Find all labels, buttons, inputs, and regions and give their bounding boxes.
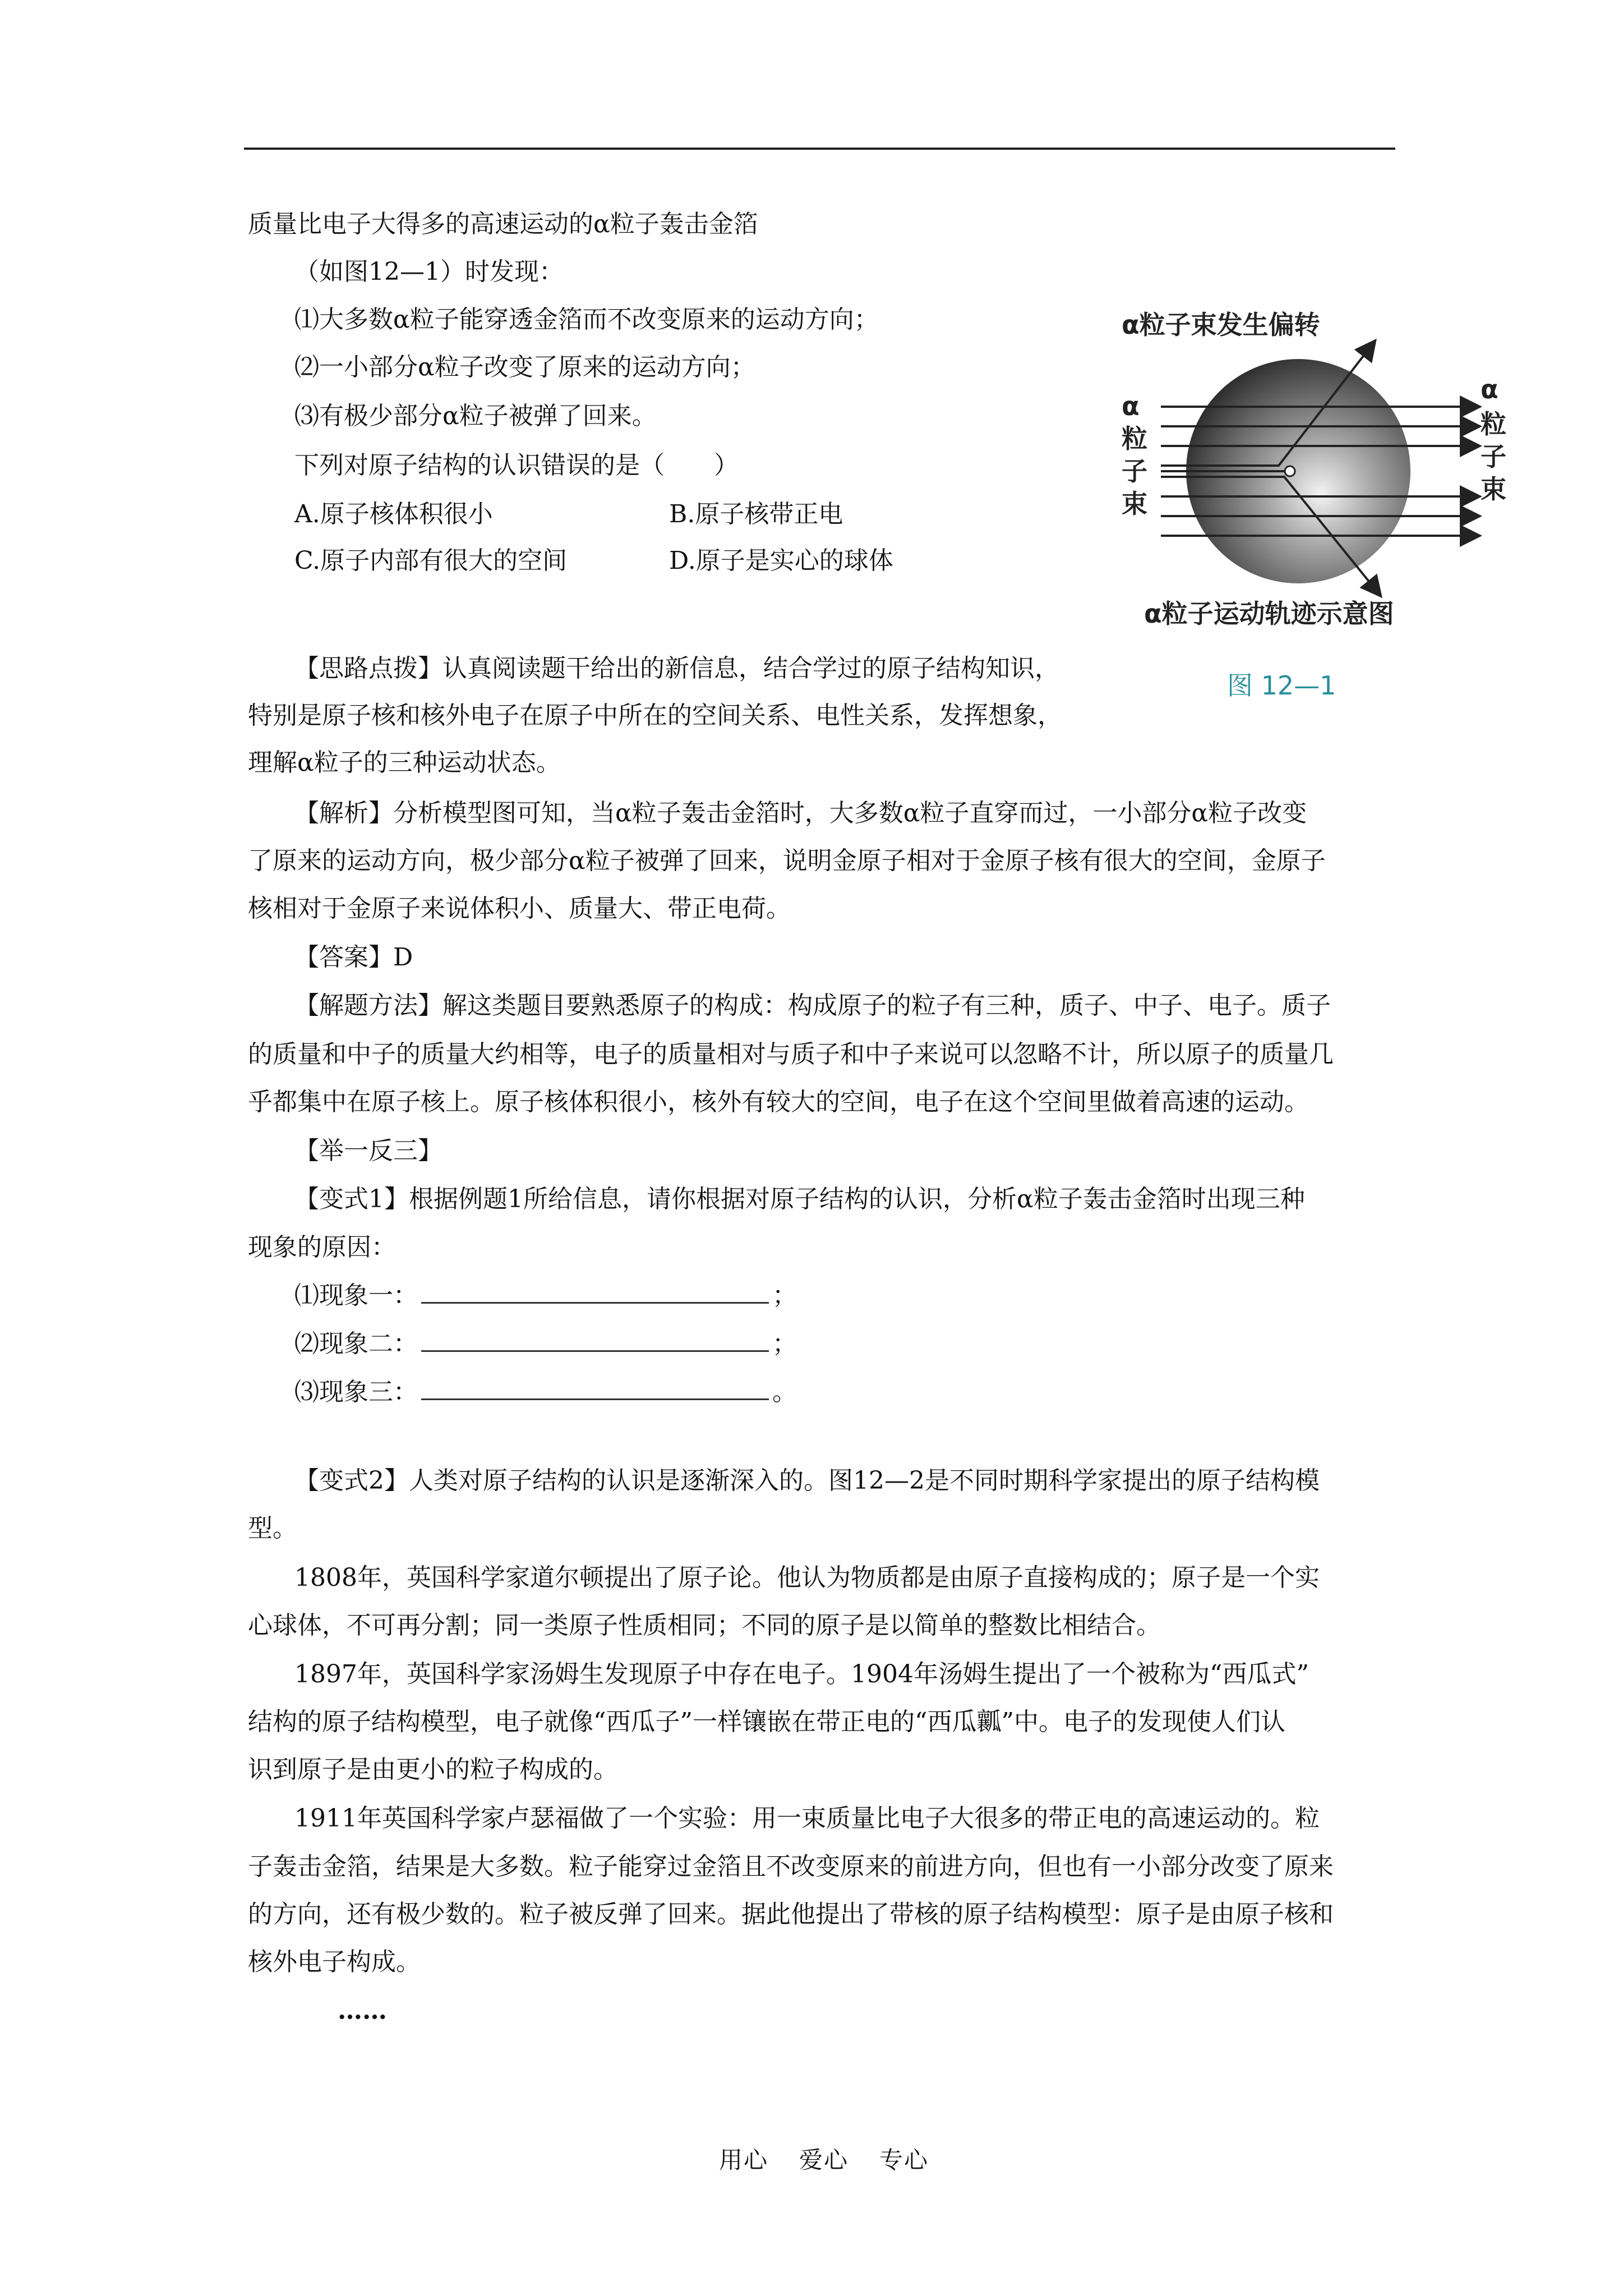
figure-top-label: α粒子束发生偏转 — [1122, 310, 1320, 340]
figure-bottom-label: α粒子运动轨迹示意图 — [1144, 599, 1394, 628]
intro-line-2: （如图12—1）时发现： — [294, 257, 564, 286]
left-label-1: 粒 — [1122, 424, 1147, 454]
observation-2: ⑵一小部分α粒子改变了原来的运动方向； — [294, 353, 755, 381]
footer-text-1: 用心 — [719, 2146, 769, 2174]
option-b: B.原子核带正电 — [669, 500, 843, 528]
phenomenon-1-row — [294, 1279, 797, 1313]
phenomenon-2-blank[interactable] — [421, 1329, 769, 1352]
phenomenon-2-end: ； — [772, 1329, 797, 1358]
option-c: C.原子内部有很大的空间 — [294, 546, 568, 575]
phenomenon-3-label: ⑶现象三： — [294, 1378, 418, 1406]
dalton-para-2: 心球体，不可再分割；同一类原子性质相同；不同的原子是以简单的整数比相结合。 — [248, 1611, 1161, 1640]
analysis-line-1: 【解析】分析模型图可知，当α粒子轰击金箔时，大多数α粒子直穿而过，一小部分α粒子改变 — [294, 799, 1307, 827]
rutherford-para-4: 核外电子构成。 — [248, 1948, 421, 1976]
right-label-2: 子 — [1481, 441, 1506, 472]
phenomenon-2-label: ⑵现象二： — [294, 1329, 418, 1358]
option-a: A.原子核体积很小 — [294, 500, 493, 528]
dalton-para-1: 1808年，英国科学家道尔顿提出了原子论。他认为物质都是由原子直接构成的；原子是一个实 — [294, 1563, 1320, 1592]
left-label-3: 束 — [1122, 489, 1147, 519]
observation-1: ⑴大多数α粒子能穿透金箔而不改变原来的运动方向； — [294, 305, 879, 334]
thomson-para-3: 识到原子是由更小的粒子构成的。 — [248, 1755, 618, 1784]
phenomenon-1-blank[interactable] — [421, 1281, 769, 1304]
thomson-para-1: 1897年，英国科学家汤姆生发现原子中存在电子。1904年汤姆生提出了一个被称为“西瓜式” — [294, 1660, 1309, 1688]
hint-line-1: 【思路点拨】认真阅读题干给出的新信息，结合学过的原子结构知识， — [294, 654, 1059, 683]
intro-line-1: 质量比电子大得多的高速运动的α粒子轰击金箔 — [248, 210, 758, 238]
variant1-line-2: 现象的原因： — [248, 1233, 396, 1262]
variant2-line-1: 【变式2】人类对原子结构的认识是逐渐深入的。图12—2是不同时期科学家提出的原子结构模 — [294, 1466, 1320, 1495]
method-line-2: 的质量和中子的质量大约相等，电子的质量相对与质子和中子来说可以忽略不计，所以原子的质量几 — [248, 1040, 1334, 1069]
rutherford-para-1: 1911年英国科学家卢瑟福做了一个实验：用一束质量比电子大很多的带正电的高速运动的。粒 — [294, 1804, 1320, 1833]
ellipsis: …… — [338, 1996, 387, 2025]
method-line-3: 乎都集中在原子核上。原子核体积很小，核外有较大的空间，电子在这个空间里做着高速的运动。 — [248, 1088, 1309, 1116]
right-label-0: α — [1481, 374, 1498, 404]
method-line-1: 【解题方法】解这类题目要熟悉原子的构成：构成原子的粒子有三种，质子、中子、电子。质子 — [294, 991, 1331, 1020]
header-rule — [244, 148, 1395, 150]
observation-3: ⑶有极少部分α粒子被弹了回来。 — [294, 402, 657, 430]
footer-text-3: 专心 — [879, 2146, 929, 2174]
phenomenon-3-row — [294, 1375, 797, 1409]
footer — [719, 2142, 960, 2175]
hint-line-2: 特别是原子核和核外电子在原子中所在的空间关系、电性关系，发挥想象， — [248, 701, 1062, 730]
question: 下列对原子结构的认识错误的是（ ） — [294, 451, 739, 480]
analysis-line-2: 了原来的运动方向，极少部分α粒子被弹了回来，说明金原子相对于金原子核有很大的空间，金原子 — [248, 846, 1326, 875]
phenomenon-1-end: ； — [772, 1281, 797, 1310]
variant1-line-1: 【变式1】根据例题1所给信息，请你根据对原子结构的认识，分析α粒子轰击金箔时出现三种 — [294, 1185, 1305, 1213]
right-label-3: 束 — [1481, 474, 1506, 504]
figure-caption: 图 12—1 — [1227, 670, 1336, 701]
rutherford-para-3: 的方向，还有极少数的。粒子被反弹了回来。据此他提出了带核的原子结构模型：原子是由原子核和 — [248, 1900, 1334, 1929]
section-title: 【举一反三】 — [294, 1137, 442, 1165]
hint-line-3: 理解α粒子的三种运动状态。 — [248, 748, 561, 777]
phenomenon-2-row — [294, 1327, 797, 1361]
phenomenon-1-label: ⑴现象一： — [294, 1281, 418, 1310]
alpha-scattering-figure — [1110, 303, 1514, 628]
rutherford-para-2: 子轰击金箔，结果是大多数。粒子能穿过金箔且不改变原来的前进方向，但也有一小部分改变了原来 — [248, 1852, 1334, 1881]
answer: 【答案】D — [294, 943, 413, 972]
nucleus — [1285, 466, 1295, 476]
phenomenon-3-end: 。 — [772, 1378, 797, 1406]
analysis-line-3: 核相对于金原子来说体积小、质量大、带正电荷。 — [248, 894, 791, 923]
right-label-1: 粒 — [1481, 409, 1506, 439]
footer-text-2: 爱心 — [799, 2146, 849, 2174]
left-label-0: α — [1122, 391, 1140, 421]
option-d: D.原子是实心的球体 — [669, 546, 893, 575]
variant2-line-2: 型。 — [248, 1514, 297, 1543]
left-label-2: 子 — [1122, 456, 1147, 486]
thomson-para-2: 结构的原子结构模型，电子就像“西瓜子”一样镶嵌在带正电的“西瓜瓤”中。电子的发现使人们认 — [248, 1708, 1285, 1736]
phenomenon-3-blank[interactable] — [421, 1377, 769, 1400]
